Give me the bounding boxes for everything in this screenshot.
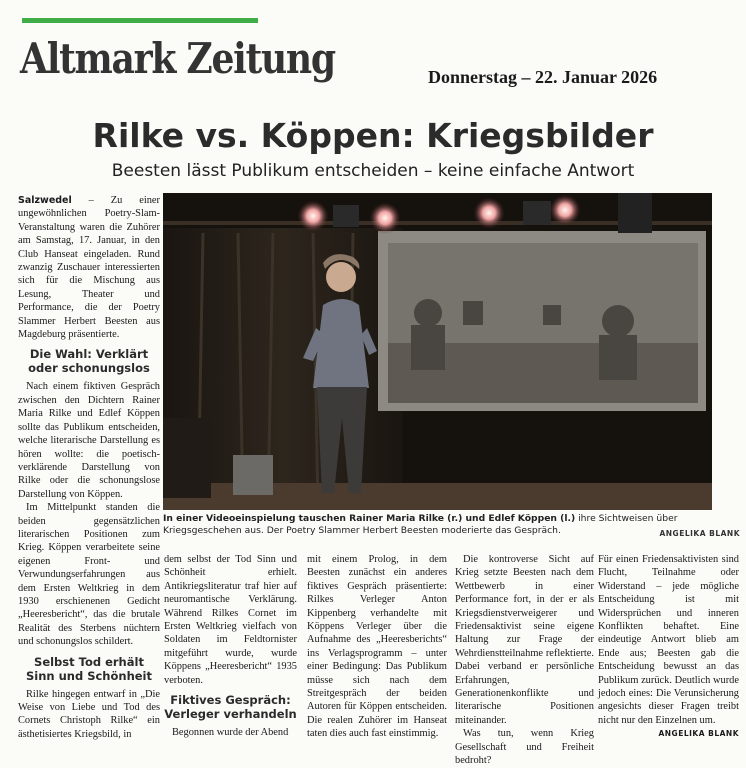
paragraph: Nach einem fiktiven Gespräch zwischen den Dichtern Rainer Maria Rilke und Edlef Köppen sollte das Publikum entscheiden, welche literarische Darstellung es hören wollte: die poetisch-verklärende Darstellung von Rilke oder die schonungslose Darstellung von Köppen. xyxy=(18,381,160,500)
paragraph: Die kontroverse Sicht auf Krieg setzte Beesten nach dem Wettbewerb in einer Performance fort, in der er als Kriegsdienstverweigerer und Friedensaktivist seine eigene Haltung zur Frage der Wehrdienstteilnahme reflektierte. Dabei verband er persönliche Erfahrungen, Generationenkonflikte und literarische Positionen miteinander. xyxy=(455,554,594,726)
intro-paragraph: Salzwedel – Zu einer ungewöhnlichen Poetry-Slam-Veranstaltung waren die Zuhörer am Samstag, 17. Januar, in den Club Hanseat eingeladen. Rund zwanzig Zuschauer interessierten sich für die Mischung aus Lesung, Theater und Performance, die der Poetry Slammer Herbert Beesten aus Magdeburg präsentierte. xyxy=(18,195,160,341)
dateline: Salzwedel xyxy=(18,195,72,206)
photo-credit: ANGELIKA BLANK xyxy=(659,529,740,538)
masthead-accent-bar xyxy=(22,18,258,23)
event-photo xyxy=(163,193,712,510)
paragraph: Im Mittelpunkt standen die beiden gegensätzlichen literarischen Positionen zum Krieg. Köppen verarbeitete seine eigenen Front- und Verwundungserfahrungen aus dem Ersten Weltkrieg in dem 1930 erschienenen Gedicht „Heeresbericht“, das die brutale Realität des Sterbens nüchtern und schonungslos schildert. xyxy=(18,502,160,648)
masthead-title: Altmark Zeitung xyxy=(20,34,335,83)
paragraph: mit einem Prolog, in dem Beesten zunächst ein anderes fiktives Gespräch präsentierte: Rilkes Verleger Anton Kippenberg verhandelte mit Köppens Verleger über die Aufnahme des „Heeresberichts“ ins Verlagsprogramm – unter einer Bedingung: Das Publikum müsse sich nach dem Streitgespräch der beiden Autoren für Köppen entscheiden. Die realen Zuhörer im Hanseat taten dies auch fast einstimmig. xyxy=(307,554,447,740)
paragraph: Für einen Friedensaktivisten sind Flucht, Teilnahme oder Widerstand – jede mögliche Entscheidung ist mit Widersprüchen und inneren Konflikten behaftet. Eine eindeutige Antwort blieb am Ende aus; Beesten gab die Entscheidung bewusst an das Publikum zurück. Deutlich wurde jedoch eines: Die Verunsicherung angesichts dieser Fragen treibt nicht nur den Einzelnen um. xyxy=(598,554,739,726)
subheading-tod: Selbst Tod erhält Sinn und Schönheit xyxy=(25,654,152,683)
stage-illustration xyxy=(163,193,712,510)
photo-caption: In einer Videoeinspielung tauschen Rainer Maria Rilke (r.) und Edlef Köppen (l.) ihre Sichtweisen über Kriegsgeschehen aus. Der Poetry Slammer Herbert Beesten moderierte das Gespräch. xyxy=(163,513,678,536)
column-3 xyxy=(307,553,447,740)
column-2 xyxy=(164,553,297,739)
article-headline: Rilke vs. Köppen: Kriegsbilder xyxy=(92,116,654,155)
paragraph: Begonnen wurde der Abend xyxy=(172,727,289,739)
paragraph: dem selbst der Tod Sinn und Schönheit erhielt. Antikriegsliteratur traf hier auf neuromantische Verklärung. Während Rilkes Cornet im Ersten Weltkrieg vielfach von Soldaten im Feldtornister mitgeführt wurde, wurde Köppens „Heeresbericht“ 1935 verboten. xyxy=(164,554,297,686)
column-5 xyxy=(598,553,739,739)
paragraph: Was tun, wenn Krieg Gesellschaft und Freiheit bedroht? xyxy=(455,728,594,767)
column-4 xyxy=(455,553,594,767)
article-subheadline: Beesten lässt Publikum entscheiden – keine einfache Antwort xyxy=(111,161,635,181)
subheading-wahl: Die Wahl: Verklärt oder schonungslos xyxy=(28,347,150,376)
author-signature: ANGELIKA BLANK xyxy=(658,729,739,739)
subheading-verleger: Fiktives Gespräch: Verleger verhandeln xyxy=(164,693,297,722)
issue-date: Donnerstag – 22. Januar 2026 xyxy=(428,67,658,87)
column-1 xyxy=(18,194,160,740)
paragraph: Rilke hingegen entwarf in „Die Weise von Liebe und Tod des Cornets Christoph Rilke“ ein ästhetisiertes Kriegsbild, in xyxy=(18,688,160,740)
